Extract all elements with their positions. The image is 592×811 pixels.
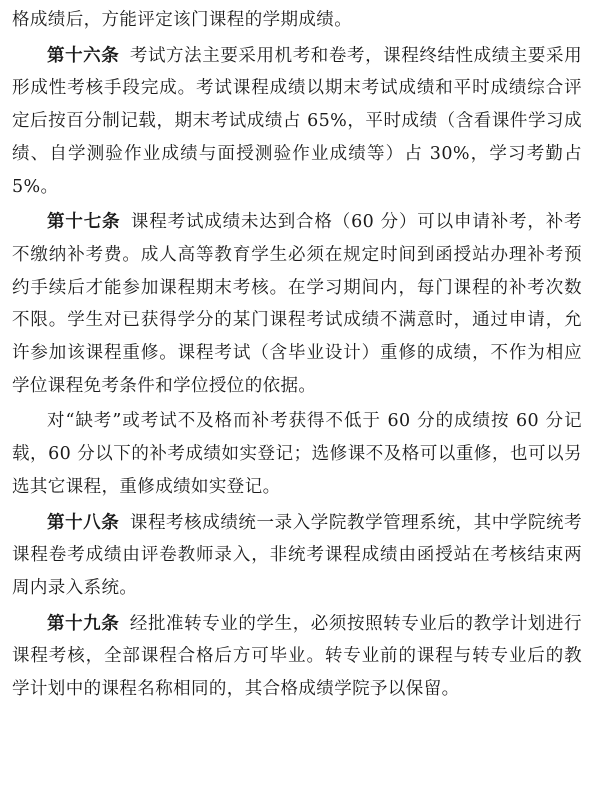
paragraph-text: 对“缺考”或考试不及格而补考获得不低于 60 分的成绩按 60 分记载，60 分以下的补考成绩如实登记；选修课不及格可以重修，也可以另选其它课程，重修成绩如实登记。 [12, 411, 582, 497]
paragraph-text: 课程考核成绩统一录入学院教学管理系统，其中学院统考课程卷考成绩由评卷教师录入，非统考课程成绩由函授站在考核结束两周内录入系统。 [12, 512, 582, 598]
paragraph-text: 经批准转专业的学生，必须按照转专业后的教学计划进行课程考核，全部课程合格后方可毕业。转专业前的课程与转专业后的教学计划中的课程名称相同的，其合格成绩学院予以保留。 [12, 613, 582, 700]
article-18 [12, 507, 582, 605]
article-number: 第十八条 [47, 512, 120, 533]
article-number: 第十九条 [47, 613, 120, 634]
paragraph-continuation [12, 4, 582, 37]
paragraph-text: 考试方法主要采用机考和卷考，课程终结性成绩主要采用形成性考核手段完成。考试课程成绩以期末考试成绩和平时成绩综合评定后按百分制记载，期末考试成绩占 65%，平时成绩（含看课件学习成绩、自学测验作业成绩与面授测验作业成绩等）占 30%，学习考勤占 5%。 [12, 45, 582, 197]
paragraph-text: 格成绩后，方能评定该门课程的学期成绩。 [12, 10, 353, 30]
article-17 [12, 206, 582, 402]
article-16 [12, 40, 582, 204]
paragraph-text: 课程考试成绩未达到合格（60 分）可以申请补考，补考不缴纳补考费。成人高等教育学生必须在规定时间到函授站办理补考预约手续后才能参加课程期末考核。在学习期间内，每门课程的补考次数不限。学生对已获得学分的某门课程考试成绩不满意时，通过申请，允许参加该课程重修。课程考试（含毕业设计）重修的成绩，不作为相应学位课程免考条件和学位授位的依据。 [12, 212, 582, 396]
article-number: 第十七条 [47, 212, 121, 233]
article-19 [12, 608, 582, 706]
article-number: 第十六条 [47, 45, 120, 66]
article-17-supplement [12, 405, 582, 503]
